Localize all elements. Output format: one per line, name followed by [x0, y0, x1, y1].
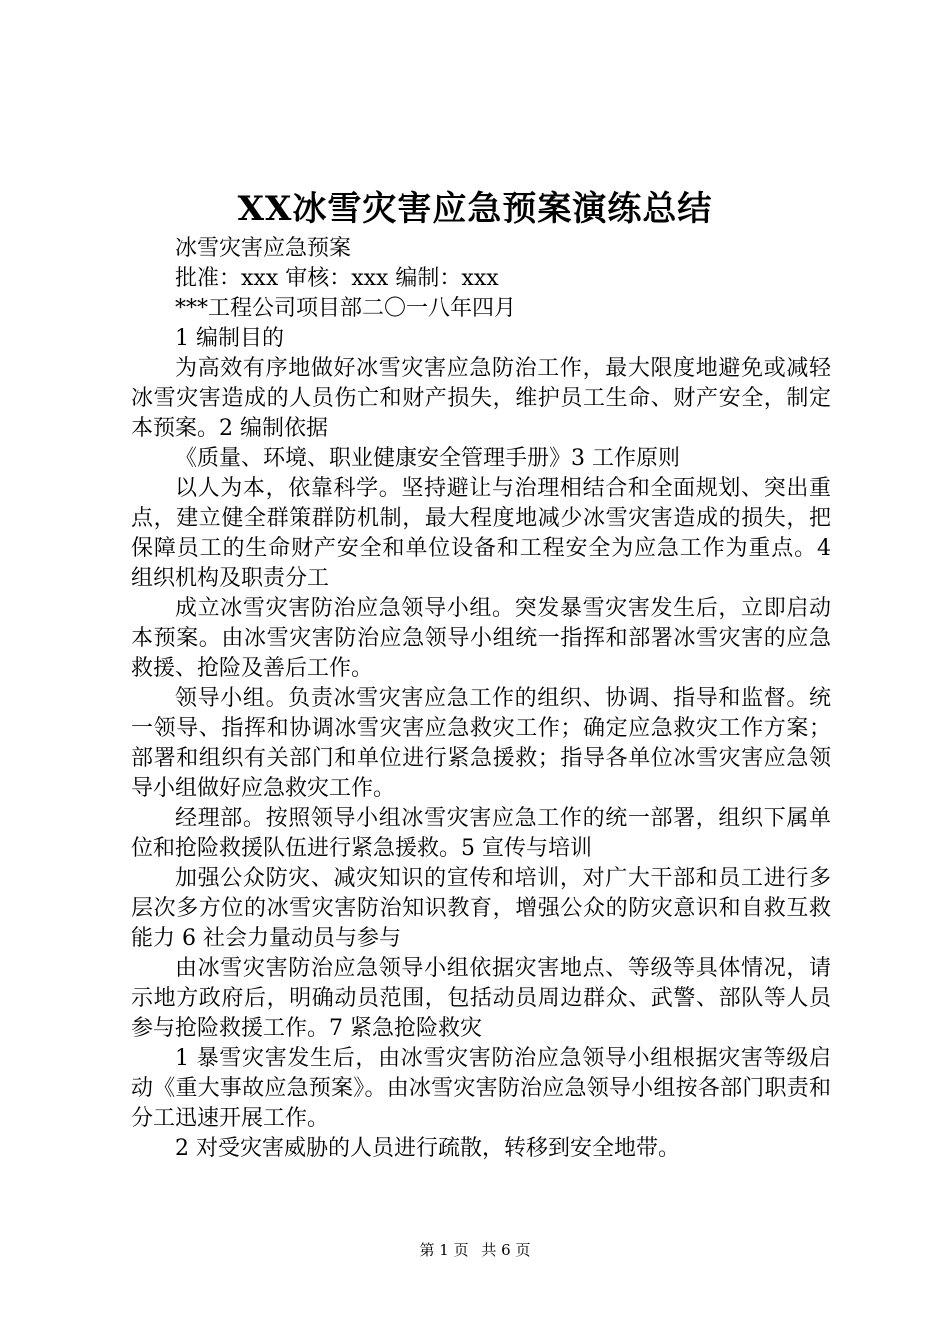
page-footer	[0, 1240, 950, 1260]
paragraph: 为高效有序地做好冰雪灾害应急防治工作，最大限度地避免或减轻冰雪灾害造成的人员伤亡和财产损失，维护员工生命、财产安全，制定本预案。2 编制依据	[131, 356, 831, 441]
document-title: XX冰雪灾害应急预案演练总结	[237, 189, 713, 229]
paragraph: 1 编制目的	[175, 326, 284, 351]
paragraph: 成立冰雪灾害防治应急领导小组。突发暴雪灾害发生后，立即启动本预案。由冰雪灾害防治应急领导小组统一指挥和部署冰雪灾害的应急救援、抢险及善后工作。	[131, 596, 831, 681]
paragraph: 经理部。按照领导小组冰雪灾害应急工作的统一部署，组织下属单位和抢险救援队伍进行紧急援救。5 宣传与培训	[131, 806, 831, 861]
document-body	[131, 234, 831, 1164]
paragraph: 冰雪灾害应急预案	[175, 236, 352, 261]
paragraph: 批准：xxx 审核：xxx 编制：xxx	[175, 266, 499, 291]
page-number: 第 1 页	[419, 1241, 469, 1259]
paragraph: 由冰雪灾害防治应急领导小组依据灾害地点、等级等具体情况，请示地方政府后，明确动员范围，包括动员周边群众、武警、部队等人员参与抢险救援工作。7 紧急抢险救灾	[131, 956, 831, 1041]
paragraph: 《质量、环境、职业健康安全管理手册》3 工作原则	[175, 446, 680, 471]
paragraph: 加强公众防灾、减灾知识的宣传和培训，对广大干部和员工进行多层次多方位的冰雪灾害防治知识教育，增强公众的防灾意识和自救互救能力 6 社会力量动员与参与	[131, 866, 831, 951]
paragraph: 1 暴雪灾害发生后，由冰雪灾害防治应急领导小组根据灾害等级启动《重大事故应急预案》。由冰雪灾害防治应急领导小组按各部门职责和分工迅速开展工作。	[131, 1046, 831, 1131]
paragraph: 以人为本，依靠科学。坚持避让与治理相结合和全面规划、突出重点，建立健全群策群防机制，最大程度地减少冰雪灾害造成的损失，把保障员工的生命财产安全和单位设备和工程安全为应急工作为重点。4 组织机构及职责分工	[131, 476, 831, 591]
paragraph: 领导小组。负责冰雪灾害应急工作的组织、协调、指导和监督。统一领导、指挥和协调冰雪灾害应急救灾工作；确定应急救灾工作方案；部署和组织有关部门和单位进行紧急援救；指导各单位冰雪灾害应急领导小组做好应急救灾工作。	[131, 686, 831, 801]
paragraph: ***工程公司项目部二〇一八年四月	[175, 296, 517, 321]
paragraph: 2 对受灾害威胁的人员进行疏散，转移到安全地带。	[175, 1136, 680, 1161]
page-total: 共 6 页	[481, 1241, 531, 1259]
